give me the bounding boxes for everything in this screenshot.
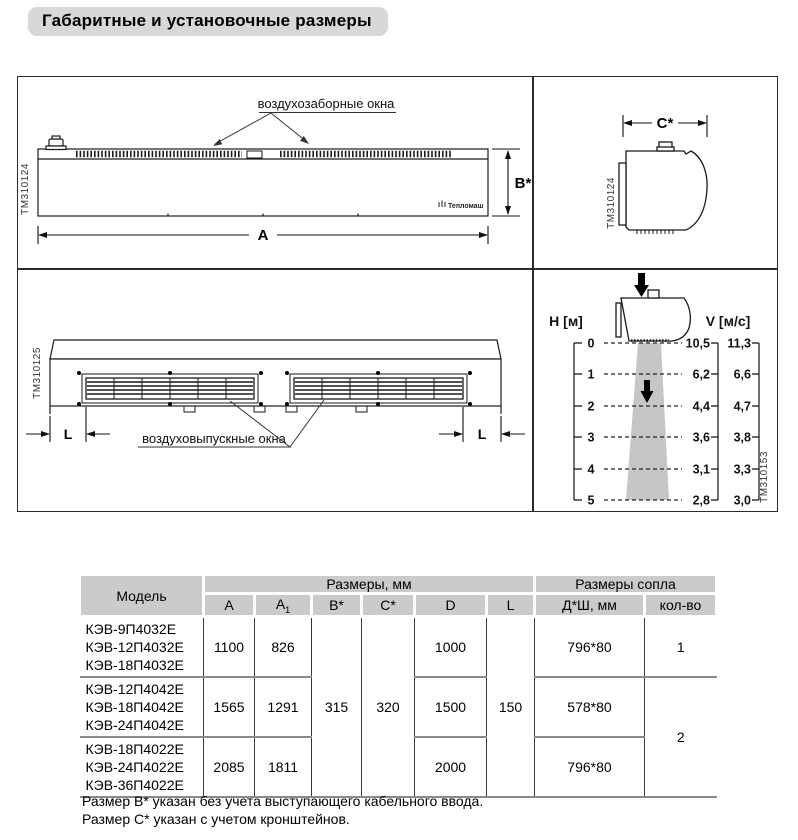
value-d-group-3: 2000: [415, 737, 487, 797]
value-a1-group-1: 826: [255, 617, 312, 678]
brand-logo-text: Тепломаш: [448, 203, 484, 210]
airflow-diagram: [534, 270, 779, 512]
side-view-drawing: [534, 77, 779, 268]
v1-scale-values: [686, 337, 710, 508]
v2-scale-values: [727, 337, 751, 508]
svg-text:3: 3: [587, 430, 595, 445]
svg-text:4,4: 4,4: [692, 399, 710, 414]
footnote-c: Размер С* указан с учетом кронштейнов.: [82, 811, 350, 827]
value-qty-merged-2-3: 2: [645, 677, 717, 797]
col-header-l: L: [487, 594, 535, 617]
value-qty-group-1: 1: [645, 617, 717, 678]
value-d-group-1: 1000: [415, 617, 487, 678]
svg-text:6,6: 6,6: [733, 367, 751, 382]
v-axis-label: V [м/с]: [705, 313, 751, 329]
table-row-group-1: [80, 617, 717, 678]
outlet-windows-label: воздуховыпускные окна: [142, 431, 286, 446]
leader-arrow-left: [213, 139, 222, 146]
dimensions-figure: [17, 76, 778, 512]
value-d-group-2: 1500: [415, 677, 487, 737]
drawing-number-front: ТМ310124: [20, 163, 31, 215]
svg-text:10,5: 10,5: [685, 336, 710, 351]
dim-l-left-label: L: [63, 426, 73, 442]
svg-text:3,1: 3,1: [692, 462, 710, 477]
h-scale-values: [588, 337, 595, 508]
svg-text:0: 0: [587, 336, 595, 351]
dimensions-table: [78, 573, 718, 798]
dim-l-right-label: L: [477, 426, 487, 442]
value-l-merged: 150: [487, 617, 535, 798]
value-nozzle-group-3: 796*80: [535, 737, 645, 797]
svg-text:6,2: 6,2: [692, 367, 710, 382]
value-a-group-1: 1100: [204, 617, 255, 678]
dim-c-label: C*: [656, 115, 674, 132]
value-a1-group-2: 1291: [255, 677, 312, 737]
h-axis-label: H [м]: [549, 313, 583, 329]
svg-text:2,8: 2,8: [692, 493, 710, 508]
svg-text:11,3: 11,3: [727, 336, 751, 351]
col-header-c: C*: [362, 594, 415, 617]
value-b-merged: 315: [312, 617, 362, 798]
svg-text:2: 2: [587, 399, 595, 414]
value-a-group-3: 2085: [204, 737, 255, 797]
value-a1-group-3: 1811: [255, 737, 312, 797]
h-scale-bracket: [574, 343, 582, 500]
col-group-sizes: Размеры, мм: [204, 575, 535, 594]
value-a-group-2: 1565: [204, 677, 255, 737]
bottom-view-drawing: [18, 270, 532, 512]
dim-a-label: A: [257, 227, 269, 244]
dim-b-label: B*: [514, 175, 532, 192]
svg-text:3,3: 3,3: [733, 462, 751, 477]
mini-unit-profile: [616, 290, 690, 341]
svg-text:4: 4: [587, 462, 595, 477]
col-group-nozzle: Размеры сопла: [535, 575, 717, 594]
value-c-merged: 320: [362, 617, 415, 798]
svg-text:1: 1: [587, 367, 595, 382]
svg-text:4,7: 4,7: [733, 399, 751, 414]
col-header-nozzle-size: Д*Ш, мм: [535, 594, 645, 617]
col-header-d: D: [415, 594, 487, 617]
col-header-qty: кол-во: [645, 594, 717, 617]
airflow-cone: [626, 343, 669, 500]
model-names-group-1: КЭВ-9П4032Е КЭВ-12П4032Е КЭВ-18П4032Е: [85, 621, 184, 673]
value-nozzle-group-1: 796*80: [535, 617, 645, 678]
value-nozzle-group-2: 578*80: [535, 677, 645, 737]
drawing-number-side: ТМ310124: [606, 177, 617, 229]
front-view-drawing: [18, 77, 532, 268]
footnote-b: Размер В* указан без учета выступающего кабельного ввода.: [82, 793, 484, 809]
drawing-number-airflow: ТМ310153: [759, 451, 770, 503]
svg-text:3,6: 3,6: [692, 430, 710, 445]
model-names-group-3: КЭВ-18П4022Е КЭВ-24П4022Е КЭВ-36П4022Е: [80, 737, 204, 797]
page-title: Габаритные и установочные размеры: [28, 7, 388, 36]
svg-text:3,8: 3,8: [733, 430, 751, 445]
svg-text:3,0: 3,0: [733, 493, 751, 508]
col-header-model: Модель: [80, 575, 204, 617]
drawing-number-bottom: ТМ310125: [32, 347, 43, 399]
svg-text:5: 5: [587, 493, 595, 508]
col-header-a1: $A_1$: [255, 594, 312, 617]
intake-windows-label: воздухозаборные окна: [257, 96, 395, 111]
col-header-b: B*: [312, 594, 362, 617]
model-names-group-2: КЭВ-12П4042Е КЭВ-18П4042Е КЭВ-24П4042Е: [80, 677, 204, 737]
col-header-a: A: [204, 594, 255, 617]
